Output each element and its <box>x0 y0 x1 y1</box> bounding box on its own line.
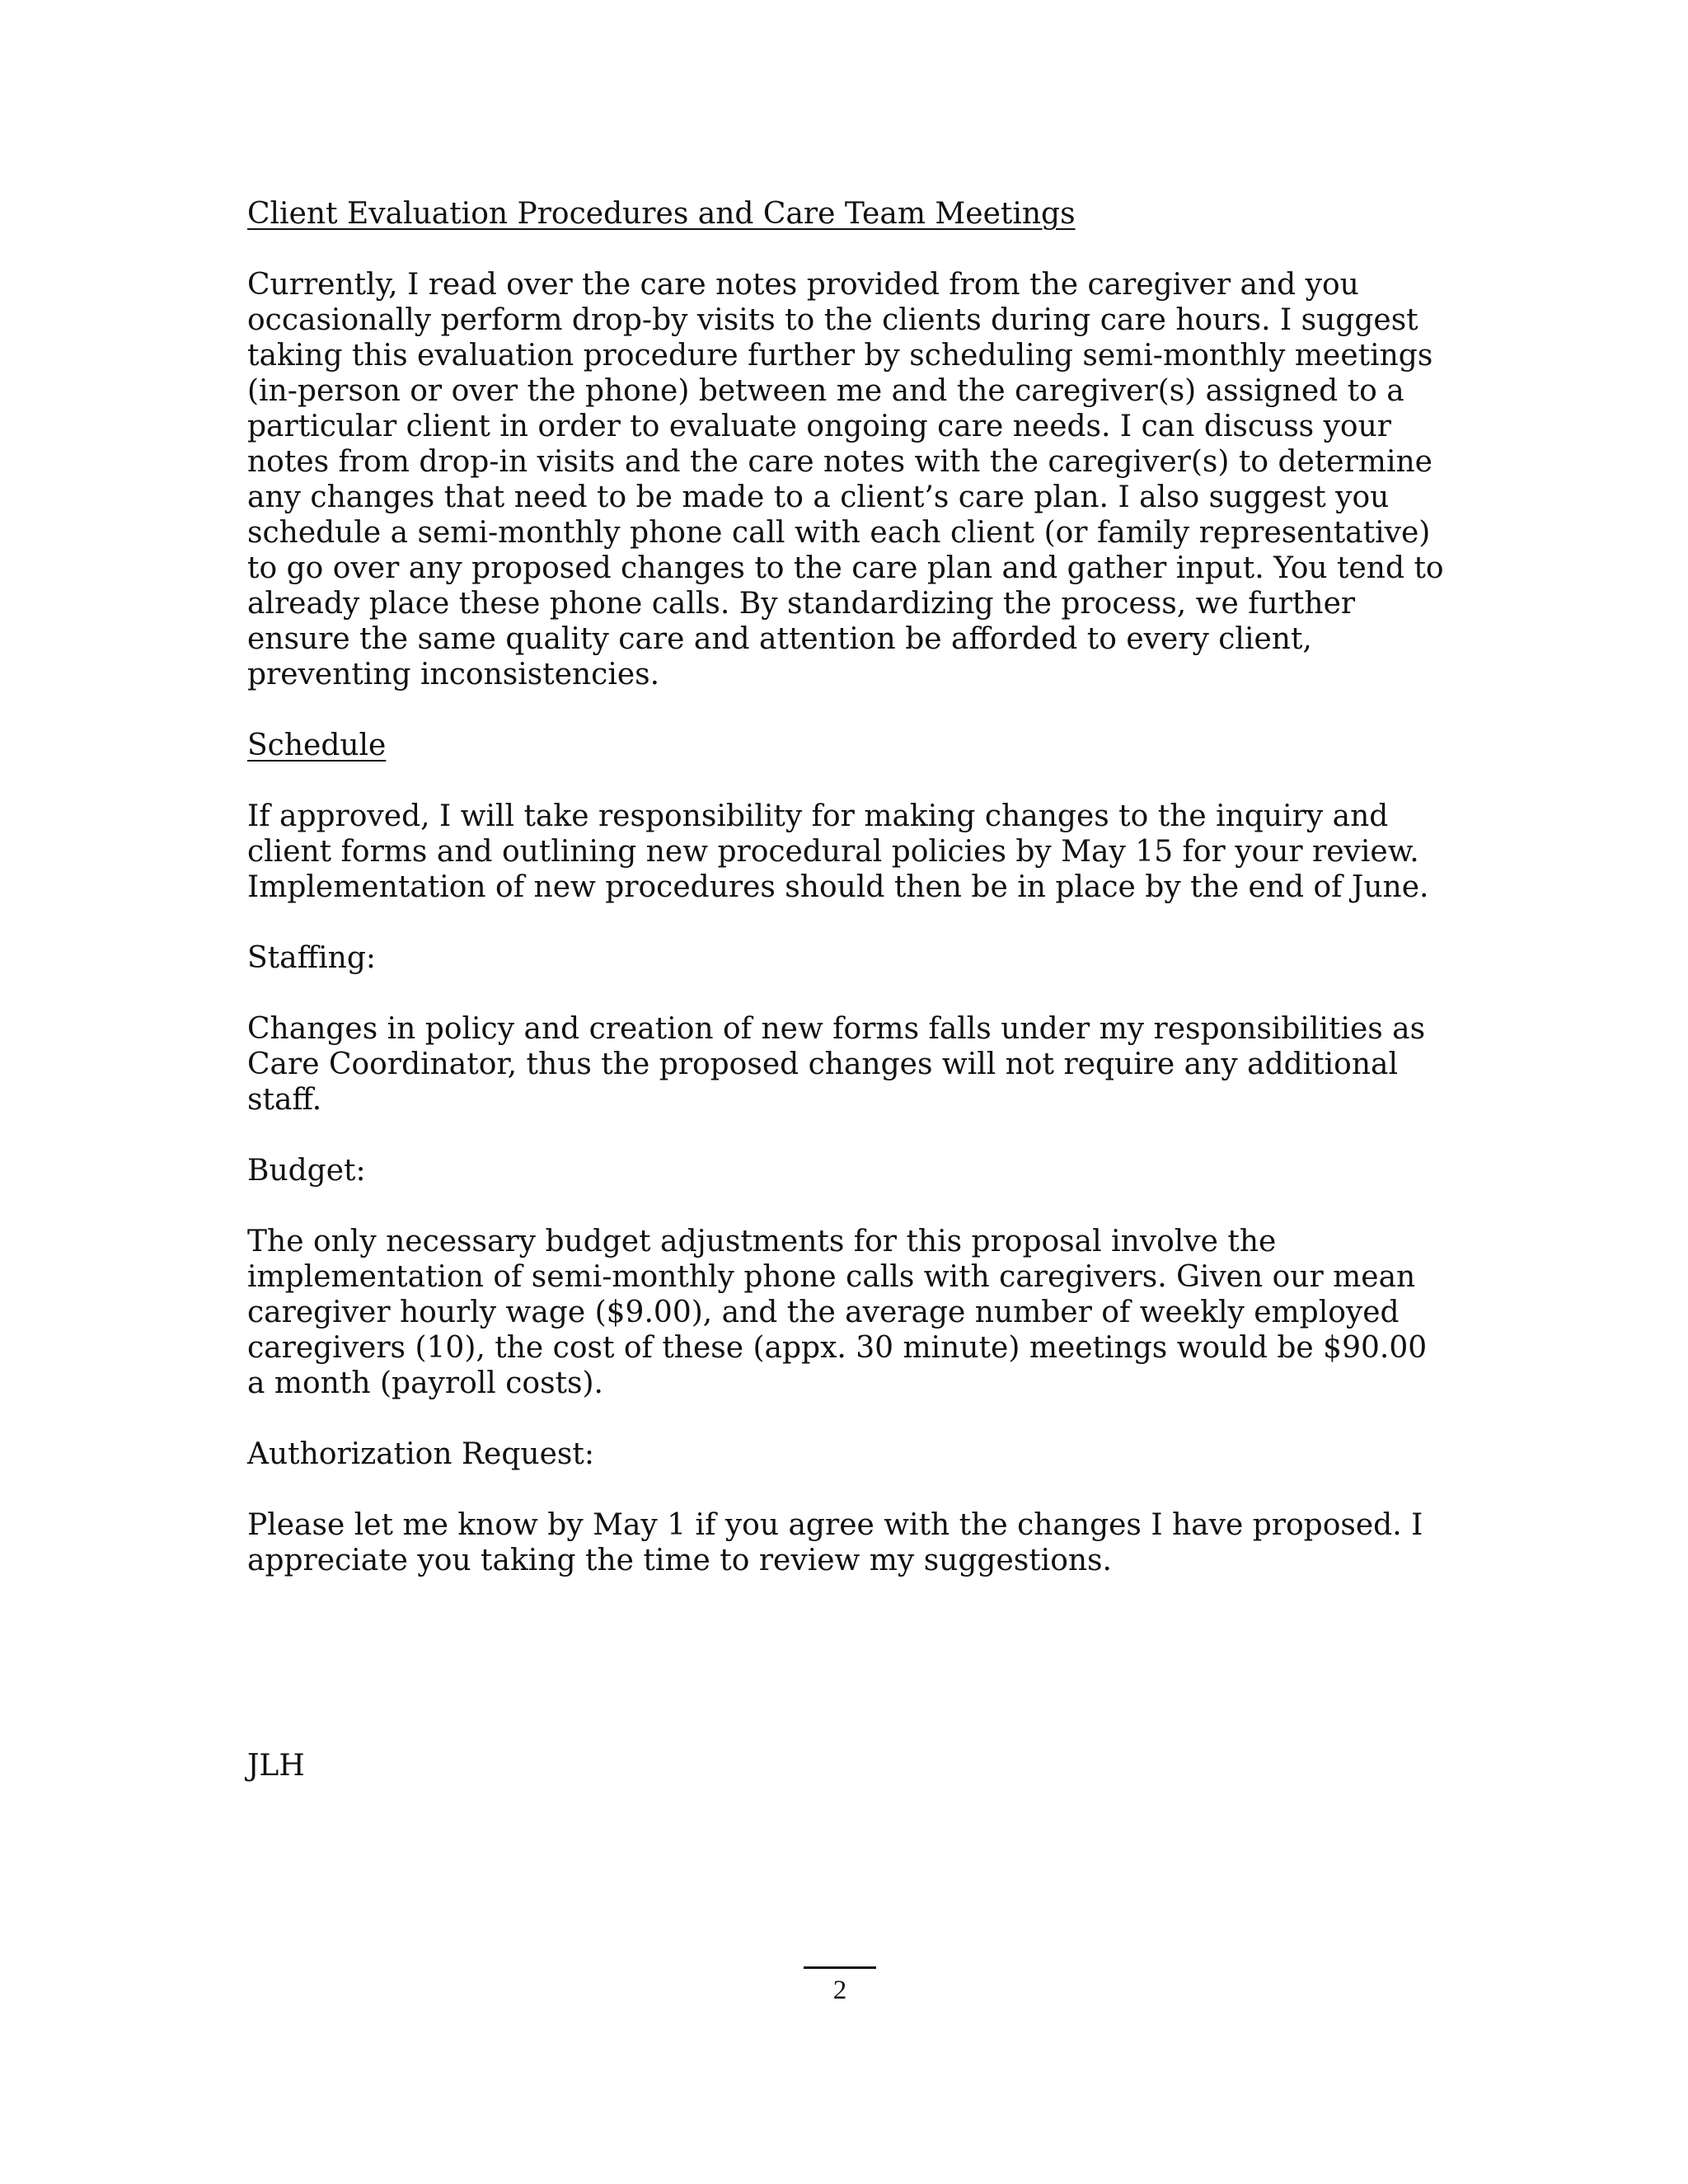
section-paragraph-schedule: If approved, I will take responsibility for making changes to the inquiry and client forms and outlining new procedural policies by May 15 for your review. Implementation of new procedures should then be in place by the end of June. <box>247 799 1429 904</box>
footer-divider <box>804 1966 876 1969</box>
section-heading-budget: Budget: <box>247 1154 366 1188</box>
section-paragraph-client-evaluation: Currently, I read over the care notes provided from the caregiver and you occasionally perform drop-by visits to the clients during care hours. I suggest taking this evaluation procedure further by scheduling semi-monthly meetings (in-person or over the phone) between me and the caregiver(s) assigned to a particular client in order to evaluate ongoing care needs. I can discuss your notes from drop-in visits and the care notes with the caregiver(s) to determine any changes that need to be made to a client’s care plan. I also suggest you schedule a semi-monthly phone call with each client (or family representative) to go over any proposed changes to the care plan and gather input. You tend to already place these phone calls. By standardizing the process, we further ensure the same quality care and attention be afforded to every client, preventing inconsistencies. <box>247 268 1444 691</box>
section-heading-schedule: Schedule <box>247 729 387 762</box>
document-body <box>247 196 1451 1578</box>
section-paragraph-staffing: Changes in policy and creation of new forms falls under my responsibilities as Care Coordinator, thus the proposed changes will not require any additional staff. <box>247 1012 1426 1117</box>
section-heading-staffing: Staffing: <box>247 941 377 975</box>
section-paragraph-budget: The only necessary budget adjustments for this proposal involve the implementation of semi-monthly phone calls with caregivers. Given our mean caregiver hourly wage ($9.00), and the average number of weekly employed caregivers (10), the cost of these (appx. 30 minute) meetings would be $90.00 a month (payroll costs). <box>247 1225 1428 1400</box>
section-heading-client-evaluation: Client Evaluation Procedures and Care Team Meetings <box>247 197 1076 231</box>
section-paragraph-authorization-request: Please let me know by May 1 if you agree with the changes I have proposed. I appreciate you taking the time to review my suggestions. <box>247 1508 1423 1577</box>
signature-initials: JLH <box>247 1749 305 1783</box>
section-heading-authorization-request: Authorization Request: <box>247 1437 594 1471</box>
page-number: 2 <box>832 1975 847 2005</box>
